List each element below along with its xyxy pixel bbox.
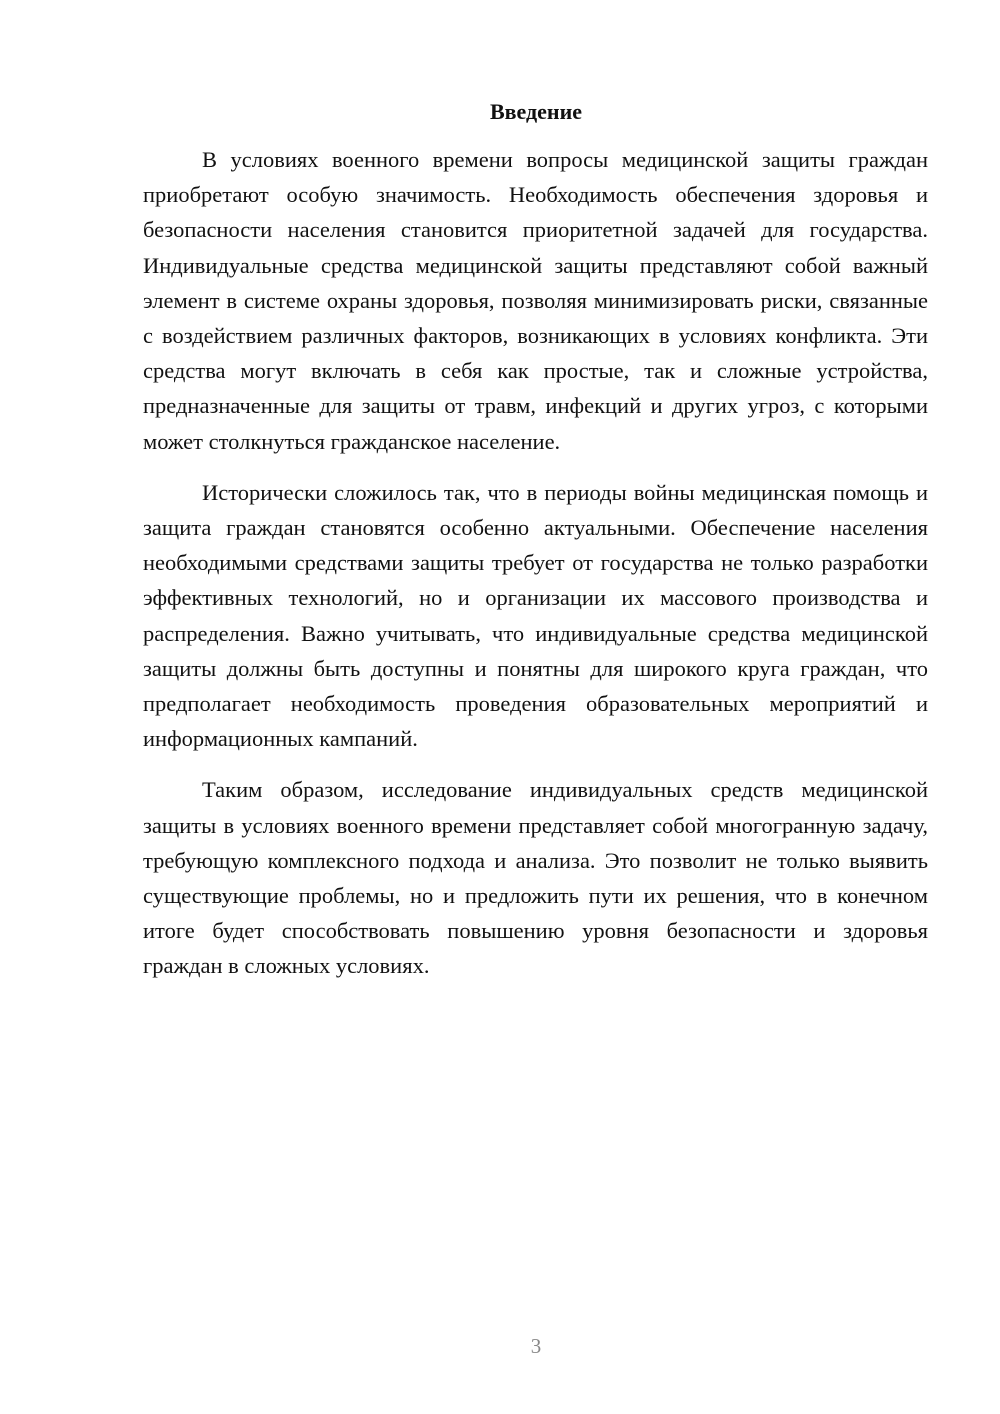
page-number: 3 bbox=[530, 1334, 542, 1358]
paragraph-1: В условиях военного времени вопросы медицинской защиты граждан приобретают особую значимость. Необходимость обеспечения здоровья и безопасности населения становится приоритетной задачей для государства. Индивидуальные средства медицинской защиты представляют собой важный элемент в системе охраны здоровья, позволяя минимизировать риски, связанные с воздействием различных факторов, возникающих в условиях конфликта. Эти средства могут включать в себя как простые, так и сложные устройства, предназначенные для защиты от травм, инфекций и других угроз, с которыми может столкнуться гражданское население. bbox=[143, 147, 928, 454]
paragraph-2: Исторически сложилось так, что в периоды войны медицинская помощь и защита граждан становятся особенно актуальными. Обеспечение населения необходимыми средствами защиты требует от государства не только разработки эффективных технологий, но и организации их массового производства и распределения. Важно учитывать, что индивидуальные средства медицинской защиты должны быть доступны и понятны для широкого круга граждан, что предполагает необходимость проведения образовательных мероприятий и информационных кампаний. bbox=[143, 479, 928, 752]
body-text bbox=[143, 142, 928, 1000]
paragraph-3: Таким образом, исследование индивидуальных средств медицинской защиты в условиях военного времени представляет собой многогранную задачу, требующую комплексного подхода и анализа. Это позволит не только выявить существующие проблемы, но и предложить пути их решения, что в конечном итоге будет способствовать повышению уровня безопасности и здоровья граждан в сложных условиях. bbox=[143, 777, 928, 979]
section-heading: Введение bbox=[489, 99, 583, 124]
